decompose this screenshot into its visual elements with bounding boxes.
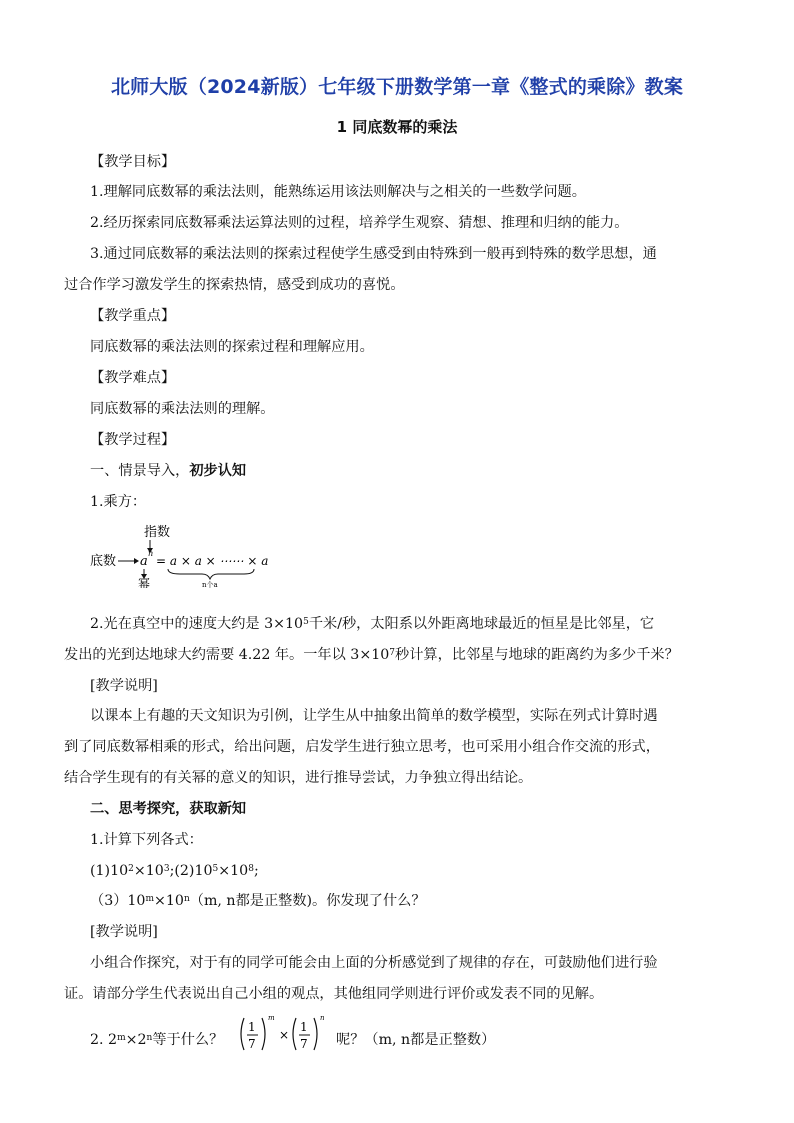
diagram-brace-label: n个a	[202, 581, 218, 588]
diagram-expression: = a × a × ⋯⋯ × a	[156, 554, 269, 568]
question-last	[90, 1030, 223, 1050]
lesson-subtitle: 1 同底数幂的乘法	[336, 118, 458, 136]
difficulty-text: 同底数幂的乘法法则的理解。	[90, 401, 275, 417]
power-notation-diagram	[64, 522, 324, 588]
note-2-line1: 小组合作探究，对于有的同学可能会由上面的分析感觉到了规律的存在，可鼓励他们进行验	[90, 955, 658, 971]
calc-b: ×10	[133, 863, 164, 879]
goal-2: 2.经历探索同底数幂乘法运算法则的过程，培养学生观察、猜想、推理和归纳的能力。	[90, 215, 629, 231]
question-2-line2	[64, 645, 679, 665]
calc-heading: 1.计算下列各式：	[90, 832, 203, 848]
q2-line1-pre: 2.光在真空中的速度大约是 3×10	[90, 616, 304, 632]
base-arrow-head	[134, 558, 139, 564]
calc-c: ;(2)10	[169, 863, 213, 879]
process-heading: 【教学过程】	[90, 432, 176, 448]
calc-s4: 8	[248, 864, 254, 874]
calc3-a: （3）10	[90, 893, 146, 909]
goal-1: 1.理解同底数幂的乘法法则，能熟练运用该法则解决与之相关的一些数学问题。	[90, 184, 586, 200]
q2-line2-sup: 7	[389, 648, 396, 658]
note-2-line2: 证。请部分学生代表说出自己小组的观点，其他组同学则进行评价或发表不同的见解。	[64, 986, 604, 1002]
diagram-base-var: a	[140, 554, 148, 569]
question-2-line1	[90, 614, 654, 634]
calc-d: ×10	[218, 863, 249, 879]
frac2-num: 1	[300, 1020, 308, 1034]
qlast-s1: m	[117, 1033, 126, 1043]
part1-heading-a: 一、情景导入，	[90, 463, 190, 479]
frac1-exp: m	[268, 1014, 275, 1022]
diagram-exponent-label: 指数	[144, 525, 171, 540]
part1-heading	[90, 461, 246, 481]
q2-line1-sup: 5	[303, 617, 309, 627]
calc-s2: 3	[163, 864, 170, 874]
calc3-s1: m	[145, 894, 155, 904]
calc-s3: 5	[212, 864, 219, 874]
calc3-s2: n	[183, 894, 190, 904]
item-1-power: 1.乘方：	[90, 494, 147, 510]
paren-right-1	[262, 1018, 265, 1050]
qlast-c: 等于什么？	[152, 1032, 224, 1048]
frac1-num: 1	[248, 1020, 256, 1034]
fraction-power-expression	[238, 1010, 334, 1058]
calc3-b: ×10	[154, 893, 184, 909]
note-1-line1: 以课本上有趣的天文知识为引例，让学生从中抽象出简单的数学模型，实际在列式计算时遇	[90, 708, 658, 724]
paren-left-2	[293, 1018, 296, 1050]
q2-line1-post: 千米/秒，太阳系以外距离地球最近的恒星是比邻星，它	[308, 616, 655, 632]
part2-heading: 二、思考探究，获取新知	[90, 801, 247, 817]
diagram-power-label: 幂	[138, 577, 151, 588]
qlast-s2: n	[146, 1033, 153, 1043]
diagram-base-label: 底数	[90, 554, 117, 569]
calc-a: (1)10	[90, 863, 129, 879]
diagram-exp-var: n	[148, 549, 154, 558]
goal-3-line1: 3.通过同底数幂的乘法法则的探索过程使学生感受到由特殊到一般再到特殊的数学思想，通	[90, 246, 657, 262]
frac1-den: 7	[248, 1037, 256, 1051]
q2-line2-pre: 发出的光到达地球大约需要 4.22 年。一年以 3×10	[64, 647, 390, 663]
difficulty-heading: 【教学难点】	[90, 370, 176, 386]
note-2-heading: [教学说明]	[90, 924, 158, 940]
calc3-c: （m, n都是正整数)。你发现了什么？	[189, 893, 426, 909]
key-text: 同底数幂的乘法法则的探索过程和理解应用。	[90, 339, 374, 355]
frac2-den: 7	[300, 1037, 308, 1051]
calc-items-1-2	[90, 861, 259, 881]
note-1-line2: 到了同底数幂相乘的形式，给出问题，启发学生进行独立思考，也可采用小组合作交流的形式，	[64, 739, 660, 755]
part1-heading-b: 初步认知	[189, 463, 247, 479]
note-1-line3: 结合学生现有的有关幂的意义的知识，进行推导尝试，力争独立得出结论。	[64, 770, 533, 786]
calc-e: ;	[253, 863, 259, 879]
calc-item-3	[90, 891, 426, 911]
goals-heading: 【教学目标】	[90, 154, 176, 170]
underbrace	[168, 569, 254, 579]
document-title: 北师大版（2024新版）七年级下册数学第一章《整式的乘除》教案	[110, 76, 684, 98]
paren-left-1	[241, 1018, 244, 1050]
key-heading: 【教学重点】	[90, 308, 176, 324]
qlast-b: ×2	[125, 1032, 147, 1048]
calc-s1: 2	[128, 864, 134, 874]
goal-3-line2: 过合作学习激发学生的探索热情，感受到成功的喜悦。	[64, 277, 405, 293]
note-1-heading: [教学说明]	[90, 678, 158, 694]
q2-line2-post: 秒计算，比邻星与地球的距离约为多少千米？	[395, 647, 679, 663]
paren-right-2	[314, 1018, 317, 1050]
question-last-tail: 呢？（m, n都是正整数）	[336, 1032, 496, 1048]
frac2-exp: n	[320, 1014, 325, 1022]
qlast-a: 2. 2	[90, 1032, 118, 1048]
frac-times: ×	[279, 1028, 290, 1042]
